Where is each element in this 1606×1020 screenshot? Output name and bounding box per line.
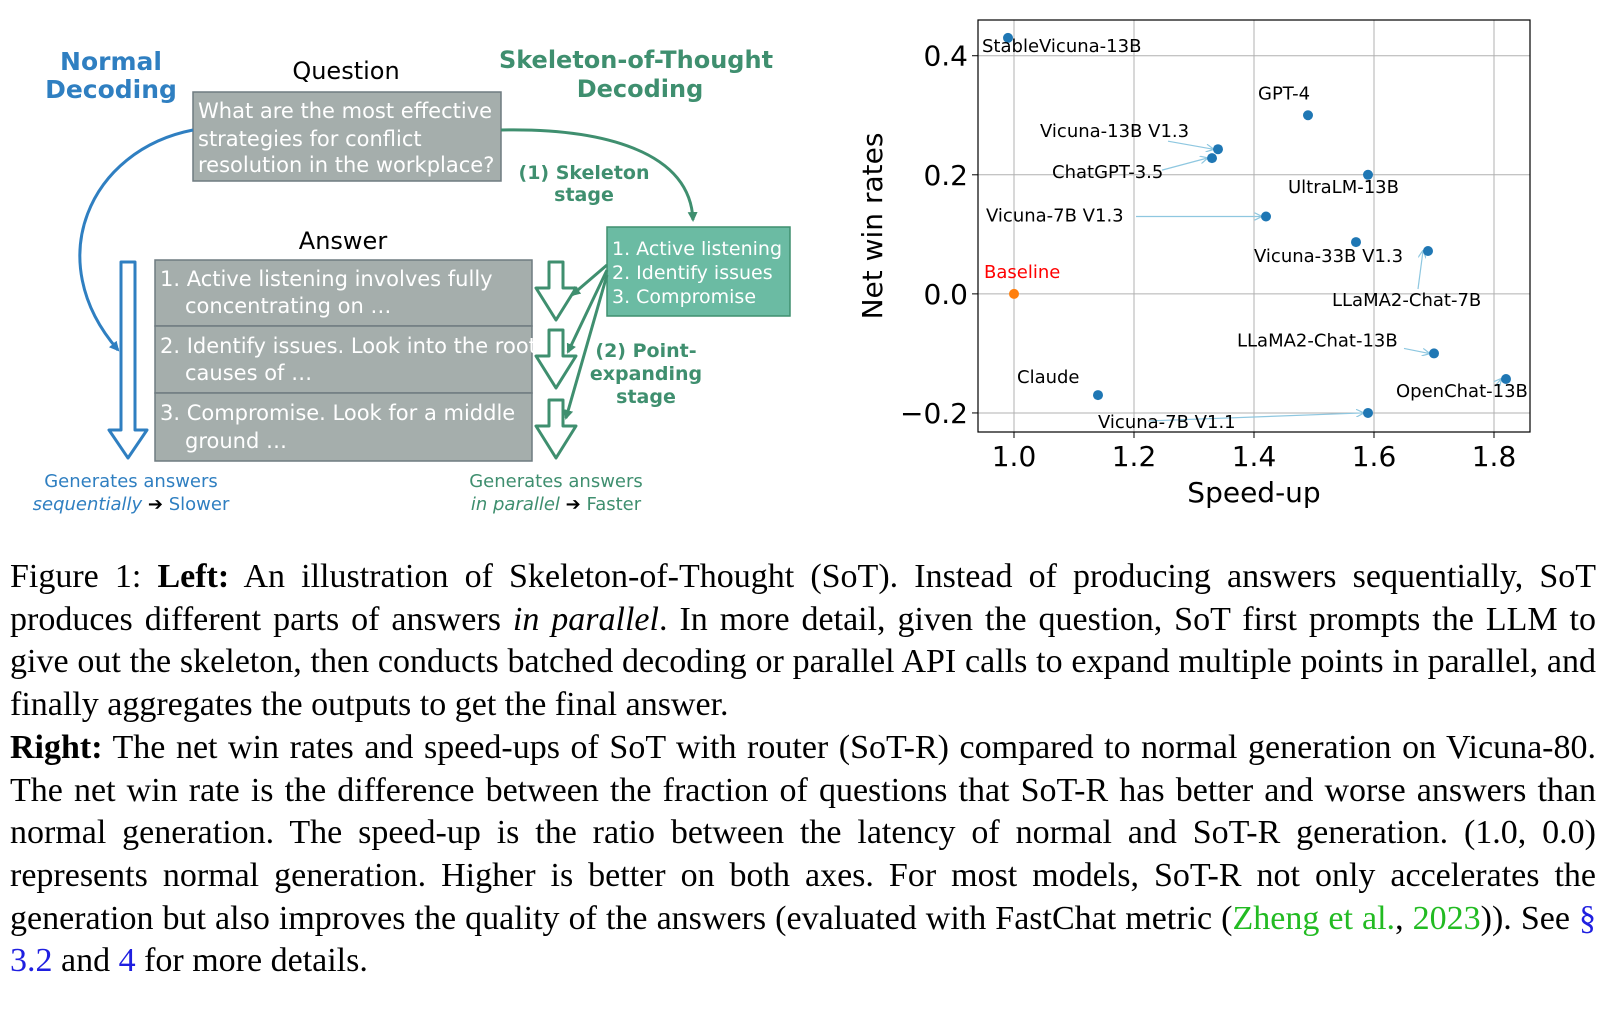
sequential-suffix: Slower <box>168 494 230 515</box>
arrow-glyph-par: ➔ <box>565 494 581 515</box>
skeleton-point-3: 3. Compromise <box>612 286 757 308</box>
sot-diagram <box>0 0 800 540</box>
label-arrow <box>1162 158 1207 170</box>
data-point <box>1093 390 1103 400</box>
caption-paragraph <box>10 556 1596 983</box>
y-tick-label: −0.2 <box>900 396 968 430</box>
x-tick-label: 1.4 <box>1231 440 1277 473</box>
answer-3-line-2: ground … <box>185 429 287 453</box>
parallel-arrow-2 <box>536 330 576 388</box>
point-label: UltraLM-13B <box>1288 176 1399 198</box>
caption-and: and <box>61 942 111 980</box>
point-label: LLaMA2-Chat-13B <box>1237 330 1398 352</box>
sot-title-1: Skeleton-of-Thought <box>498 46 774 74</box>
y-tick-label: 0.0 <box>923 277 968 311</box>
question-line-2: strategies for conflict <box>198 127 422 151</box>
point-label: Vicuna-13B V1.3 <box>1040 121 1190 143</box>
figure-caption <box>10 556 1596 983</box>
parallel-suffix: Faster <box>586 494 642 515</box>
point-label: Claude <box>1017 367 1080 389</box>
skeleton-stage-label-2: stage <box>554 184 614 206</box>
data-point <box>1363 408 1373 418</box>
normal-decoding-title-2: Decoding <box>45 75 177 104</box>
y-tick-label: 0.2 <box>923 158 968 192</box>
answer-2-line-2: causes of … <box>185 361 313 385</box>
label-arrow <box>1168 141 1213 149</box>
caption-text-2: . In more detail, given the question, SoT first prompts the LLM to give out the skeleton, then conducts batched decoding or parallel API calls to expand multiple points in parallel, and finally aggregates the outputs to get the final answer. <box>10 600 1597 724</box>
caption-left-label: Left: <box>157 558 230 595</box>
section-ref-link[interactable]: § 3.2 <box>10 899 1597 980</box>
normal-decoding-title-1: Normal <box>60 47 162 76</box>
point-label: OpenChat-13B <box>1396 381 1528 403</box>
parallel-caption-1: Generates answers <box>469 471 643 492</box>
data-point <box>1303 110 1313 120</box>
answer-1-line-1: 1. Active listening involves fully <box>160 267 493 291</box>
point-label: Baseline <box>984 261 1061 283</box>
question-line-3: resolution in the workplace? <box>198 153 495 177</box>
parallel-italic: in parallel <box>470 494 560 515</box>
sequential-italic: sequentially <box>32 494 143 515</box>
answer-3-line-1: 3. Compromise. Look for a middle <box>160 401 516 425</box>
answer-2-line-1: 2. Identify issues. Look into the root <box>160 334 537 358</box>
y-axis-label: Net win rates <box>856 132 889 320</box>
data-point <box>1207 153 1217 163</box>
point-label: Vicuna-33B V1.3 <box>1254 246 1404 268</box>
parallel-arrow-1 <box>536 262 576 320</box>
point-expanding-label-3: stage <box>616 386 676 408</box>
skeleton-stage-label-1: (1) Skeleton <box>518 162 650 184</box>
citation-separator: , <box>1395 899 1413 937</box>
sequential-caption-2 <box>33 494 230 515</box>
citation-author-link[interactable]: Zheng et al. <box>1232 899 1396 937</box>
x-tick-label: 1.0 <box>991 440 1037 473</box>
data-point <box>1423 246 1433 256</box>
caption-in-parallel: in parallel <box>512 600 659 638</box>
point-expanding-label-2: expanding <box>589 363 703 385</box>
question-title: Question <box>292 57 400 85</box>
data-point <box>1261 211 1271 221</box>
label-arrow <box>1418 251 1423 289</box>
point-label: GPT-4 <box>1258 83 1311 105</box>
caption-text-3: The net win rates and speed-ups of SoT with router (SoT-R) compared to normal generation on Vicuna-80. The net win rate is the difference between the fraction of questions that SoT-R has better and worse answers than normal generation. The speed-up is the ratio between the latency of normal and SoT-R generation. (1.0, 0.0) represents normal generation. Higher is better on both axes. For most models, SoT-R not only accelerates the generation but also improves the quality of the answers (evaluated with FastChat metric ( <box>10 728 1596 937</box>
y-tick-label: 0.4 <box>923 39 968 73</box>
x-tick-label: 1.8 <box>1471 440 1517 473</box>
question-line-1: What are the most effective <box>198 99 493 123</box>
parallel-caption-2 <box>471 494 642 515</box>
win-rate-chart <box>856 0 1606 540</box>
point-label: Vicuna-7B V1.1 <box>1098 411 1236 433</box>
point-label: StableVicuna-13B <box>982 35 1142 57</box>
arrow-glyph-seq: ➔ <box>147 494 163 515</box>
point-label: LLaMA2-Chat-7B <box>1332 290 1482 312</box>
skeleton-point-2: 2. Identify issues <box>612 262 773 284</box>
x-tick-label: 1.2 <box>1111 440 1157 473</box>
point-label: ChatGPT-3.5 <box>1052 162 1164 184</box>
caption-right-label: Right: <box>10 728 103 766</box>
answer-title: Answer <box>298 227 388 255</box>
caption-text-5: for more details. <box>144 942 368 980</box>
caption-text-1: An illustration of Skeleton-of-Thought (SoT). Instead of producing answers sequentially, SoT produces different parts of answers <box>10 558 1597 638</box>
skeleton-point-1: 1. Active listening <box>612 238 782 260</box>
data-point <box>1009 289 1019 299</box>
x-tick-label: 1.6 <box>1351 440 1397 473</box>
point-expanding-label-1: (2) Point- <box>595 340 697 362</box>
caption-fig-label: Figure 1: <box>10 558 142 595</box>
caption-text-4: )). See <box>1480 899 1570 937</box>
point-label: Vicuna-7B V1.3 <box>986 205 1124 227</box>
citation-year-link[interactable]: 2023 <box>1412 899 1481 937</box>
sequential-caption-1: Generates answers <box>44 471 218 492</box>
section-ref-link-2[interactable]: 4 <box>118 942 136 980</box>
answer-1-line-2: concentrating on … <box>185 294 392 318</box>
label-arrow <box>1404 348 1429 353</box>
data-point <box>1213 144 1223 154</box>
data-point <box>1429 348 1439 358</box>
x-axis-label: Speed-up <box>1187 476 1321 509</box>
sot-title-2: Decoding <box>576 75 704 103</box>
sequential-arrow <box>109 262 147 458</box>
